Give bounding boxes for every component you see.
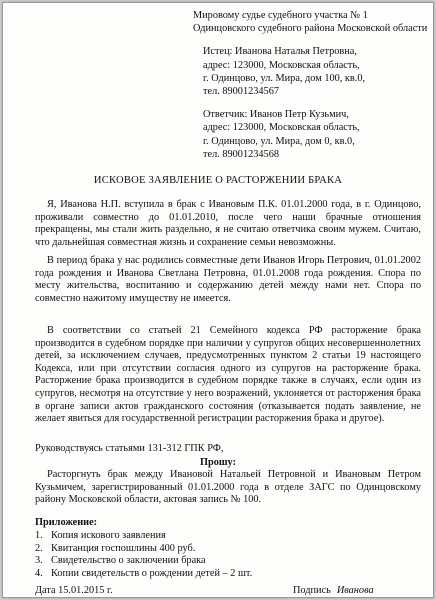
defendant-block — [203, 108, 429, 161]
plaintiff-line: тел. 89001234567 — [203, 86, 279, 98]
court-addressee: Мировому судье судебного участка № 1 Одинцовского судебного района Московской области — [193, 10, 428, 35]
defendant-line: тел. 89001234568 — [203, 148, 279, 160]
request-heading: Прошу: — [199, 457, 237, 468]
paragraph-text: Расторгнуть брак между Ивановой Натальей Петровной и Ивановым Петром Кузьмичем, зарегистрированный 01.01.2000 года в отделе ЗАГС по Одинцовскому району Московской области, актовая запись № 100. — [35, 469, 421, 506]
defendant-line: Ответчик: Иванов Петр Кузьмич, — [203, 109, 349, 121]
attachment-item: 3. Свидетельство о заключении брака — [35, 555, 206, 567]
attachments-list — [35, 530, 252, 580]
document-date: Дата 15.01.2015 г. — [35, 585, 113, 596]
plaintiff-line: г. Одинцово, ул. Мира, дом 100, кв.0, — [203, 72, 366, 84]
attachments-title: Приложение: — [35, 517, 98, 528]
document-title: ИСКОВОЕ ЗАЯВЛЕНИЕ О РАСТОРЖЕНИИ БРАКА — [93, 175, 343, 186]
paragraph-text: В соответствии со статьей 21 Семейного кодекса РФ расторжение брака производится в судебном порядке при наличии у супругов общих несовершеннолетних детей, за исключением случаев, предусмотренных пунктом 2 статьи 19 настоящего Кодекса, или при отсутствии согласия одного из супругов на расторжение брака. Расторжение брака производится в судебном порядке также в случаях, если один из супругов, несмотря на отсутствие у него возражений, уклоняется от расторжения брака в органе записи актов гражданского состояния (отказывается подать заявление, не желает явиться для государственной регистрации расторжения брака и другое). — [35, 325, 421, 425]
plaintiff-block — [203, 45, 429, 98]
document-page — [2, 2, 434, 598]
attachment-item: 4. Копии свидетельств о рождении детей – 2 шт. — [35, 567, 253, 579]
attachment-item: 1. Копия искового заявления — [35, 530, 166, 541]
paragraph-children — [35, 255, 421, 305]
paragraph-text: Руководствуясь статьями 131-312 ГПК РФ, — [35, 443, 224, 454]
plaintiff-line: Истец: Иванова Наталья Петровна, — [203, 46, 357, 58]
paragraph-law — [35, 325, 421, 426]
signature-label: Подпись — [293, 585, 331, 596]
plaintiff-line: адрес: 123000, Московская область, — [203, 59, 360, 71]
paragraph-legal-basis — [35, 443, 421, 456]
paragraph-text: В период брака у нас родились совместные дети Иванов Игорь Петрович, 01.01.2002 года рождения и Иванова Светлана Петровна, 01.01.2008 года рождения. Спора по месту жительства, воспитанию и содержанию детей между нами нет. Спора по совместно нажитому имуществу не имеется. — [35, 255, 421, 304]
defendant-line: г. Одинцово, ул. Мира, дом 0, кв.0, — [203, 135, 355, 147]
document-header — [193, 9, 429, 161]
signature-block — [293, 585, 374, 596]
paragraph-text: Я, Иванова Н.П. вступила в брак с Ивановым П.К. 01.01.2000 года, в г. Одинцово, проживали совместно до 01.01.2010, после чего наши брачные отношения прекращены, мы стали жить раздельно, я не считаю ответчика своим мужем. Считаю, что дальнейшая совместная жизнь и сохранение семьи невозможны. — [35, 199, 421, 248]
paragraph-marriage — [35, 199, 421, 249]
defendant-line: адрес: 123000, Московская область, — [203, 122, 360, 134]
signature: Иванова — [336, 585, 374, 596]
attachment-item: 2. Квитанция госпошлины 400 руб. — [35, 542, 196, 554]
paragraph-request — [35, 469, 421, 507]
